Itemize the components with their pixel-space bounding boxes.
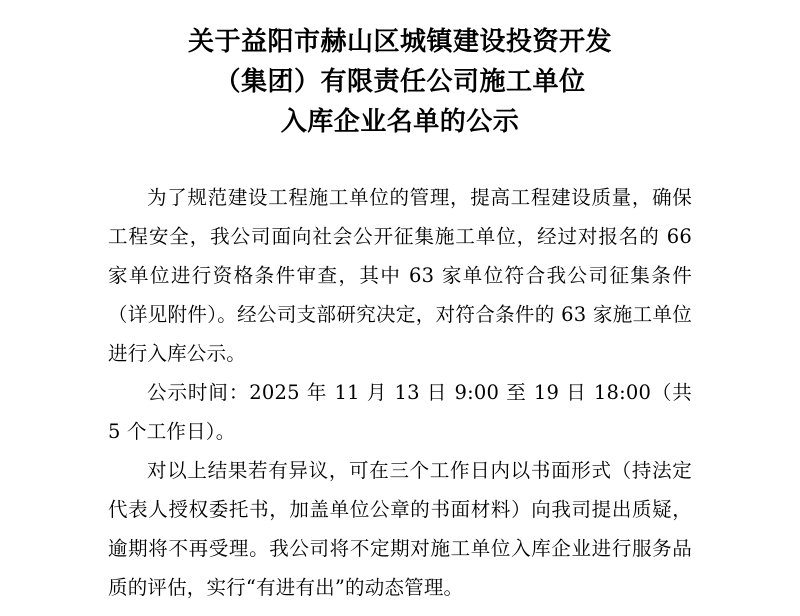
page-title-line-2: （集团）有限责任公司施工单位 [214,67,586,97]
paragraph-1: 为了规范建设工程施工单位的管理，提高工程建设质量，确保工程安全，我公司面向社会公开征集施工单位，经过对报名的 66 家单位进行资格条件审查，其中 63 家单位符合我公司征集条件（详见附件）。经公司支部研究决定，对符合条件的 63 家施工单位进行入库公示。 [108,186,692,365]
page-title-line-3: 入库企业名单的公示 [280,107,520,137]
document-body [108,178,692,607]
paragraph-3: 对以上结果若有异议，可在三个工作日内以书面形式（持法定代表人授权委托书，加盖单位公章的书面材料）向我司提出质疑，逾期将不再受理。我公司将不定期对施工单位入库企业进行服务品质的评估，实行“有进有出”的动态管理。 [108,459,692,599]
page-title-line-1: 关于益阳市赫山区城镇建设投资开发 [187,27,612,57]
page-title [108,18,692,142]
paragraph-2: 公示时间：2025 年 11 月 13 日 9:00 至 19 日 18:00（共 5 个工作日）。 [108,381,692,443]
